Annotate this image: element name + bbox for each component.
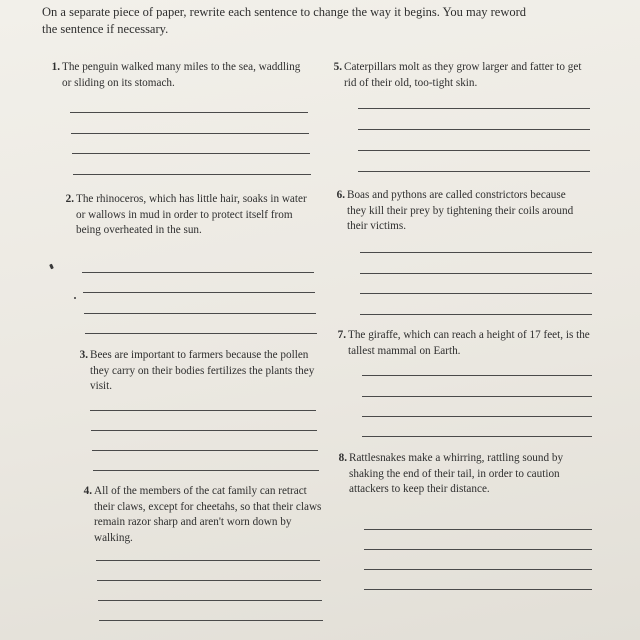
question-2-number: 2. — [65, 193, 74, 205]
answer-line-3c[interactable] — [92, 450, 318, 451]
answer-line-8c[interactable] — [364, 569, 592, 570]
answer-line-1b[interactable] — [71, 133, 309, 134]
answer-line-2a[interactable] — [82, 272, 314, 273]
answer-line-7a[interactable] — [362, 375, 592, 376]
question-3-number: 3. — [79, 349, 88, 361]
question-1-number: 1. — [51, 61, 60, 73]
answer-line-7c[interactable] — [362, 416, 592, 417]
answer-line-8a[interactable] — [364, 529, 592, 530]
stray-pen-mark — [49, 264, 54, 270]
answer-line-4a[interactable] — [96, 560, 320, 561]
question-1-text: The penguin walked many miles to the sea, waddling or sliding on its stomach. — [62, 61, 301, 89]
answer-line-4c[interactable] — [98, 600, 322, 601]
answer-line-3d[interactable] — [93, 470, 319, 471]
answer-line-5c[interactable] — [358, 150, 590, 151]
question-1 — [42, 60, 312, 92]
question-3 — [70, 348, 330, 396]
answer-line-6a[interactable] — [360, 252, 592, 253]
stray-dot-mark — [74, 297, 76, 299]
question-7-text: The giraffe, which can reach a height of 17 feet, is the tallest mammal on Earth. — [348, 329, 590, 357]
question-8-text: Rattlesnakes make a whirring, rattling sound by shaking the end of their tail, in order to caution attackers to keep their distance. — [349, 452, 564, 495]
answer-line-8d[interactable] — [364, 589, 592, 590]
answer-line-4d[interactable] — [99, 620, 323, 621]
question-7 — [328, 328, 598, 360]
answer-line-6d[interactable] — [360, 314, 592, 315]
question-6 — [327, 188, 597, 236]
question-5 — [324, 60, 594, 92]
question-8 — [329, 451, 599, 515]
question-4-number: 4. — [83, 485, 92, 497]
answer-line-6c[interactable] — [360, 293, 592, 294]
question-6-text: Boas and pythons are called constrictors because they kill their prey by tightening their coils around their victims. — [347, 189, 574, 232]
question-2 — [56, 192, 326, 258]
question-5-text: Caterpillars molt as they grow larger and fatter to get rid of their old, too-tight skin. — [344, 61, 582, 89]
answer-line-3b[interactable] — [91, 430, 317, 431]
question-2-text: The rhinoceros, which has little hair, soaks in water or wallows in mud in order to protect itself from being overheated in the sun. — [76, 193, 307, 236]
question-6-number: 6. — [336, 189, 345, 201]
answer-line-2c[interactable] — [84, 313, 316, 314]
answer-line-1c[interactable] — [72, 153, 310, 154]
answer-line-5d[interactable] — [358, 171, 590, 172]
answer-line-7d[interactable] — [362, 436, 592, 437]
answer-line-6b[interactable] — [360, 273, 592, 274]
answer-line-5b[interactable] — [358, 129, 590, 130]
answer-line-1d[interactable] — [73, 174, 311, 175]
question-4-text: All of the members of the cat family can retract their claws, except for cheetahs, so that their claws remain razor sharp and aren't worn down by walking. — [94, 485, 322, 544]
answer-line-2b[interactable] — [83, 292, 315, 293]
question-8-number: 8. — [338, 452, 347, 464]
answer-line-4b[interactable] — [97, 580, 321, 581]
question-5-number: 5. — [333, 61, 342, 73]
question-7-number: 7. — [337, 329, 346, 341]
answer-line-5a[interactable] — [358, 108, 590, 109]
question-3-text: Bees are important to farmers because the pollen they carry on their bodies fertilizes the plants they visit. — [90, 349, 315, 392]
answer-line-3a[interactable] — [90, 410, 316, 411]
answer-line-8b[interactable] — [364, 549, 592, 550]
answer-line-1a[interactable] — [70, 112, 308, 113]
instructions: On a separate piece of paper, rewrite each sentence to change the way it begins. You may reword the sentence if necessary. — [42, 5, 527, 36]
answer-line-7b[interactable] — [362, 396, 592, 397]
answer-line-2d[interactable] — [85, 333, 317, 334]
question-4 — [74, 484, 334, 548]
